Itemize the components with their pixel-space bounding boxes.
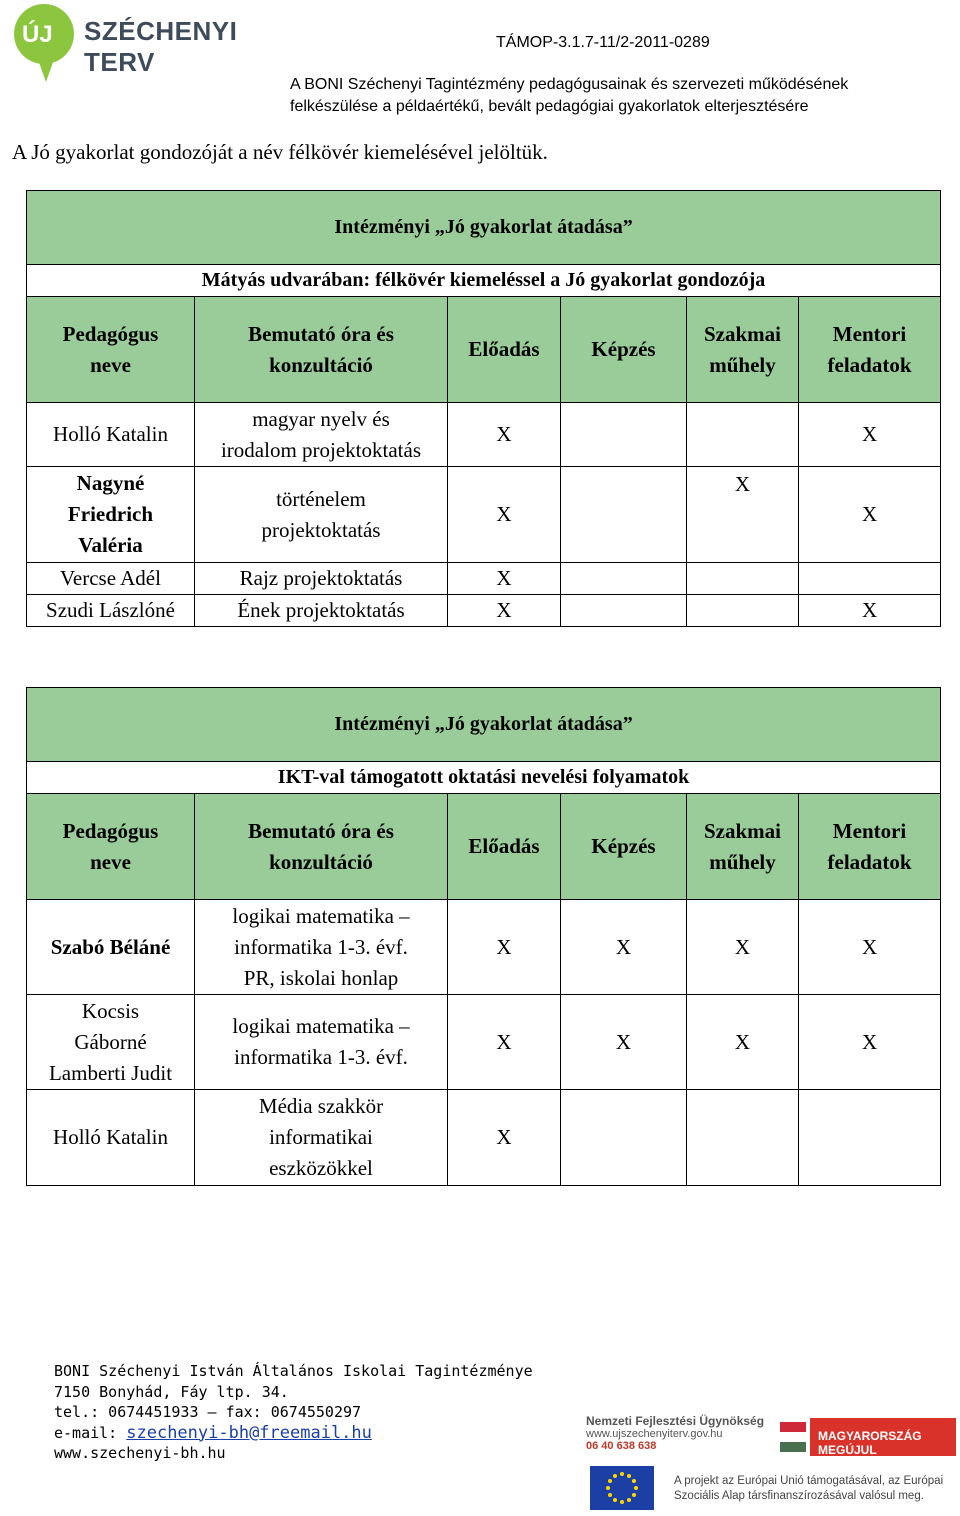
muhely-mark	[687, 1090, 799, 1186]
col-eloadas: Előadás	[448, 297, 561, 403]
table1-header-row	[27, 297, 941, 403]
footer-email-line: e-mail: szechenyi-bh@freemail.hu	[54, 1422, 372, 1443]
col-mentori: Mentori feladatok	[799, 794, 941, 900]
table-row	[27, 1090, 941, 1186]
table-row	[27, 467, 941, 563]
teacher-name: Szabó Béláné	[27, 900, 195, 995]
muhely-mark	[687, 403, 799, 467]
col-kepzes: Képzés	[561, 794, 687, 900]
table1-subtitle: Mátyás udvarában: félkövér kiemeléssel a Jó gyakorlat gondozója	[27, 265, 941, 297]
col-muhely: Szakmai műhely	[687, 297, 799, 403]
teacher-name: Vercse Adél	[27, 563, 195, 595]
teacher-name: Nagyné Friedrich Valéria	[27, 467, 195, 563]
kepzes-mark	[561, 467, 687, 563]
mentori-mark: X	[799, 403, 941, 467]
eloadas-mark: X	[448, 467, 561, 563]
lesson-cell: logikai matematika – informatika 1-3. évf. PR, iskolai honlap	[195, 900, 448, 995]
table-row	[27, 995, 941, 1090]
col-kepzes: Képzés	[561, 297, 687, 403]
kepzes-mark	[561, 563, 687, 595]
muhely-mark	[687, 563, 799, 595]
kepzes-mark	[561, 403, 687, 467]
header-subtitle-line1: A BONI Széchenyi Tagintézmény pedagógusainak és szervezeti működésének	[290, 76, 849, 93]
table2-header-row	[27, 794, 941, 900]
table1-title: Intézményi „Jó gyakorlat átadása”	[27, 191, 941, 265]
intro-text: A Jó gyakorlat gondozóját a név félkövér kiemelésével jelöltük.	[12, 140, 548, 164]
szechenyi-terv-logo	[14, 4, 304, 84]
kepzes-mark	[561, 1090, 687, 1186]
table2-subtitle: IKT-val támogatott oktatási nevelési folyamatok	[27, 762, 941, 794]
mentori-mark: X	[799, 595, 941, 627]
teacher-name: Kocsis Gáborné Lamberti Judit	[27, 995, 195, 1090]
teacher-name: Szudi Lászlóné	[27, 595, 195, 627]
header-subtitle-line2: felkészülése a példaértékű, bevált pedagógiai gyakorlatok elterjesztésére	[290, 98, 809, 115]
table-row	[27, 595, 941, 627]
col-muhely: Szakmai műhely	[687, 794, 799, 900]
table2-title: Intézményi „Jó gyakorlat átadása”	[27, 688, 941, 762]
magyarorszag-megujul-banner: MAGYARORSZÁG MEGÚJUL	[776, 1418, 956, 1456]
muhely-mark: X	[687, 995, 799, 1090]
col-pedagogus: Pedagógus neve	[27, 297, 195, 403]
logo-name-text: SZÉCHENYI TERV	[84, 16, 238, 77]
table-matyas	[26, 190, 941, 627]
col-bemutato: Bemutató óra és konzultáció	[195, 794, 448, 900]
mentori-mark	[799, 563, 941, 595]
nfu-logo: Nemzeti Fejlesztési Ügynökség www.ujszechenyiterv.gov.hu 06 40 638 638	[586, 1414, 765, 1452]
col-eloadas: Előadás	[448, 794, 561, 900]
footer-address: 7150 Bonyhád, Fáy ltp. 34.	[54, 1382, 289, 1401]
col-mentori: Mentori feladatok	[799, 297, 941, 403]
muhely-mark	[687, 595, 799, 627]
eu-flag-icon	[590, 1466, 654, 1510]
project-code: TÁMOP-3.1.7-11/2-2011-0289	[496, 34, 710, 51]
lesson-cell: Rajz projektoktatás	[195, 563, 448, 595]
kepzes-mark	[561, 595, 687, 627]
eloadas-mark: X	[448, 900, 561, 995]
table-row	[27, 403, 941, 467]
teacher-name: Holló Katalin	[27, 1090, 195, 1186]
logo-pin-icon	[36, 54, 56, 82]
table-row	[27, 563, 941, 595]
eloadas-mark: X	[448, 403, 561, 467]
lesson-cell: Ének projektoktatás	[195, 595, 448, 627]
mentori-mark: X	[799, 467, 941, 563]
muhely-mark: X	[687, 900, 799, 995]
lesson-cell: Média szakkör informatikai eszközökkel	[195, 1090, 448, 1186]
kepzes-mark: X	[561, 995, 687, 1090]
muhely-mark: X	[687, 467, 799, 563]
lesson-cell: logikai matematika – informatika 1-3. évf.	[195, 995, 448, 1090]
eloadas-mark: X	[448, 995, 561, 1090]
eloadas-mark: X	[448, 595, 561, 627]
footer-school-name: BONI Széchenyi István Általános Iskolai Tagintézménye	[54, 1362, 533, 1380]
kepzes-mark: X	[561, 900, 687, 995]
footer-website: www.szechenyi-bh.hu	[54, 1444, 226, 1462]
eloadas-mark: X	[448, 1090, 561, 1186]
footer-phone: tel.: 0674451933 – fax: 0674550297	[54, 1403, 362, 1421]
col-bemutato: Bemutató óra és konzultáció	[195, 297, 448, 403]
mentori-mark: X	[799, 995, 941, 1090]
eu-support-text: A projekt az Európai Unió támogatásával, az Európai Szociális Alap társfinanszírozásával valósul meg.	[674, 1475, 944, 1502]
table-row	[27, 900, 941, 995]
teacher-name: Holló Katalin	[27, 403, 195, 467]
logo-uj-text: ÚJ	[22, 21, 53, 48]
eloadas-mark: X	[448, 563, 561, 595]
footer-contact	[54, 1361, 533, 1464]
hungarian-flag-icon	[776, 1418, 810, 1456]
lesson-cell: magyar nyelv és irodalom projektoktatás	[195, 403, 448, 467]
table-ikt	[26, 687, 941, 1186]
lesson-cell: történelem projektoktatás	[195, 467, 448, 563]
col-pedagogus: Pedagógus neve	[27, 794, 195, 900]
mentori-mark: X	[799, 900, 941, 995]
email-link[interactable]: szechenyi-bh@freemail.hu	[126, 1422, 372, 1443]
mentori-mark	[799, 1090, 941, 1186]
